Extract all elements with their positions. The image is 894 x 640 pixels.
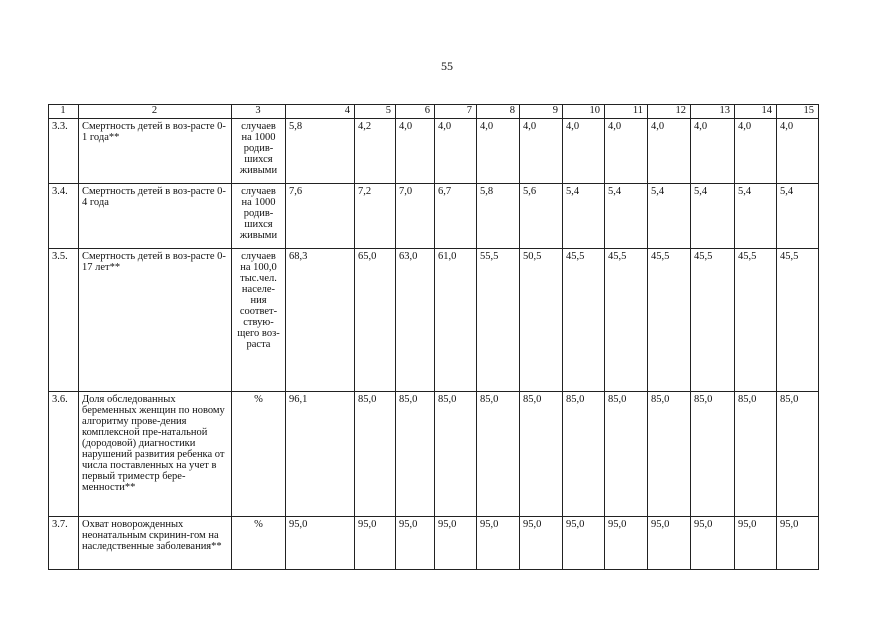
value-cell: 4,0 [735, 119, 777, 184]
value-cell: 4,0 [563, 119, 605, 184]
value-cell: 95,0 [477, 517, 520, 570]
value-cell: 95,0 [648, 517, 691, 570]
value-cell: 68,3 [286, 249, 355, 392]
value-cell: 63,0 [396, 249, 435, 392]
value-cell: 85,0 [520, 392, 563, 517]
indicator-name: Смертность детей в воз-расте 0-17 лет** [79, 249, 232, 392]
header-cell: 13 [691, 105, 735, 119]
header-cell: 11 [605, 105, 648, 119]
indicators-table [48, 104, 819, 570]
header-cell: 7 [435, 105, 477, 119]
value-cell: 45,5 [735, 249, 777, 392]
header-cell: 2 [79, 105, 232, 119]
header-row [49, 105, 819, 119]
value-cell: 4,0 [435, 119, 477, 184]
indicator-name: Смертность детей в воз-растe 0-1 года** [79, 119, 232, 184]
header-cell: 8 [477, 105, 520, 119]
table-row [49, 249, 819, 392]
value-cell: 4,0 [477, 119, 520, 184]
header-cell: 15 [777, 105, 819, 119]
value-cell: 95,0 [691, 517, 735, 570]
header-cell: 9 [520, 105, 563, 119]
value-cell: 95,0 [286, 517, 355, 570]
unit-cell: случаев на 100,0 тыс.чел. населе-ния соответ-ствую-щего воз-раста [232, 249, 286, 392]
header-cell: 4 [286, 105, 355, 119]
value-cell: 4,0 [648, 119, 691, 184]
value-cell: 85,0 [605, 392, 648, 517]
value-cell: 95,0 [435, 517, 477, 570]
value-cell: 6,7 [435, 184, 477, 249]
value-cell: 5,8 [477, 184, 520, 249]
value-cell: 96,1 [286, 392, 355, 517]
value-cell: 85,0 [355, 392, 396, 517]
value-cell: 45,5 [648, 249, 691, 392]
indicator-name: Доля обследованных беременных женщин по новому алгоритму прове-дения комплексной пре-натальной (дородовой) диагностики нарушений развития ребенка от числа поставленных на учет в первый триместр бере-менности** [79, 392, 232, 517]
value-cell: 7,0 [396, 184, 435, 249]
value-cell: 7,2 [355, 184, 396, 249]
value-cell: 5,4 [691, 184, 735, 249]
value-cell: 4,0 [396, 119, 435, 184]
value-cell: 7,6 [286, 184, 355, 249]
value-cell: 5,6 [520, 184, 563, 249]
header-cell: 5 [355, 105, 396, 119]
value-cell: 85,0 [735, 392, 777, 517]
value-cell: 85,0 [563, 392, 605, 517]
unit-cell: % [232, 392, 286, 517]
header-cell: 6 [396, 105, 435, 119]
value-cell: 4,0 [691, 119, 735, 184]
indicator-name: Охват новорожденных неонатальным скринин-гом на наследственные заболевания** [79, 517, 232, 570]
row-number: 3.3. [49, 119, 79, 184]
value-cell: 85,0 [777, 392, 819, 517]
value-cell: 95,0 [396, 517, 435, 570]
row-number: 3.6. [49, 392, 79, 517]
header-cell: 3 [232, 105, 286, 119]
value-cell: 45,5 [563, 249, 605, 392]
value-cell: 45,5 [605, 249, 648, 392]
unit-cell: случаев на 1000 родив-шихся живыми [232, 119, 286, 184]
value-cell: 85,0 [396, 392, 435, 517]
unit-cell: случаев на 1000 родив-шихся живыми [232, 184, 286, 249]
value-cell: 95,0 [563, 517, 605, 570]
value-cell: 85,0 [435, 392, 477, 517]
header-cell: 1 [49, 105, 79, 119]
value-cell: 45,5 [691, 249, 735, 392]
value-cell: 55,5 [477, 249, 520, 392]
table-row [49, 517, 819, 570]
value-cell: 85,0 [477, 392, 520, 517]
value-cell: 5,4 [648, 184, 691, 249]
value-cell: 95,0 [777, 517, 819, 570]
value-cell: 4,0 [520, 119, 563, 184]
value-cell: 95,0 [355, 517, 396, 570]
table-row [49, 392, 819, 517]
header-cell: 10 [563, 105, 605, 119]
value-cell: 95,0 [520, 517, 563, 570]
value-cell: 4,0 [777, 119, 819, 184]
header-cell: 14 [735, 105, 777, 119]
row-number: 3.7. [49, 517, 79, 570]
value-cell: 50,5 [520, 249, 563, 392]
table-row [49, 119, 819, 184]
value-cell: 85,0 [648, 392, 691, 517]
value-cell: 5,4 [605, 184, 648, 249]
value-cell: 5,4 [563, 184, 605, 249]
row-number: 3.4. [49, 184, 79, 249]
header-cell: 12 [648, 105, 691, 119]
value-cell: 5,4 [777, 184, 819, 249]
value-cell: 61,0 [435, 249, 477, 392]
unit-cell: % [232, 517, 286, 570]
value-cell: 85,0 [691, 392, 735, 517]
value-cell: 95,0 [605, 517, 648, 570]
page-number: 55 [441, 59, 453, 73]
value-cell: 5,4 [735, 184, 777, 249]
value-cell: 5,8 [286, 119, 355, 184]
table-row [49, 184, 819, 249]
value-cell: 95,0 [735, 517, 777, 570]
indicator-name: Смертность детей в воз-расте 0-4 года [79, 184, 232, 249]
value-cell: 4,0 [605, 119, 648, 184]
value-cell: 4,2 [355, 119, 396, 184]
value-cell: 45,5 [777, 249, 819, 392]
value-cell: 65,0 [355, 249, 396, 392]
row-number: 3.5. [49, 249, 79, 392]
